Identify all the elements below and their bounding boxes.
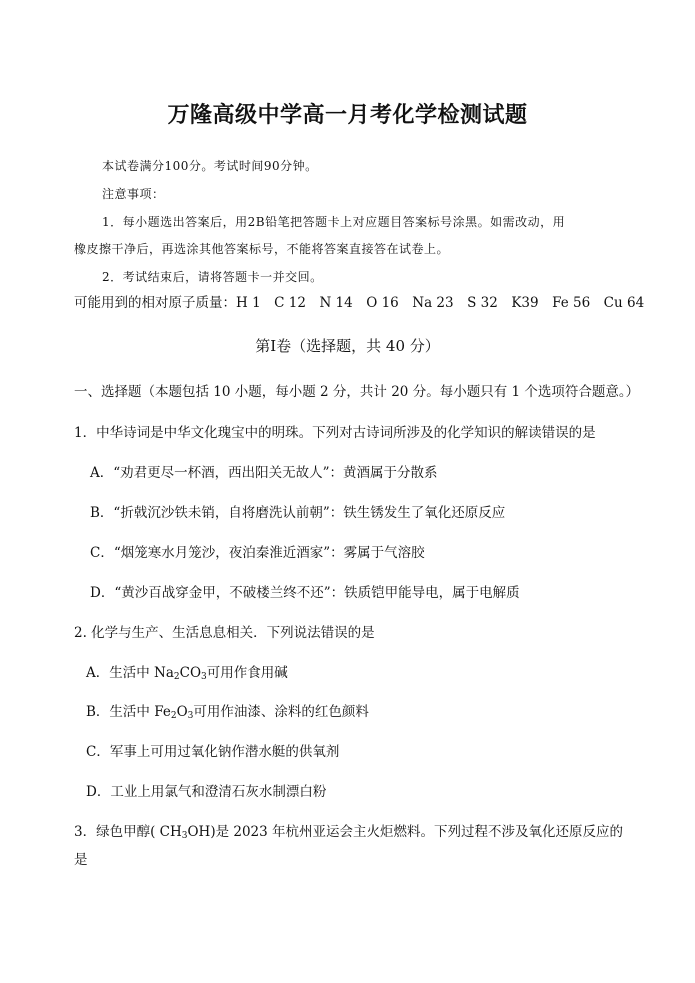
- notice-item-1-line-2: 橡皮擦干净后，再选涂其他答案标号，不能将答案直接答在试卷上。: [74, 242, 450, 256]
- question-2-option-b: [86, 700, 369, 721]
- question-2-option-a-prefix: A．生活中 Na: [86, 665, 174, 681]
- question-2-stem: 2. 化学与生产、生活息息相关．下列说法错误的是: [74, 625, 375, 641]
- question-2-option-a-mid: CO: [179, 665, 202, 681]
- notice-item-1-line-1: 1．每小题选出答案后，用2B铅笔把答题卡上对应题目答案标号涂黑。如需改动，用: [102, 215, 566, 229]
- question-1-option-d: D．“黄沙百战穿金甲，不破楼兰终不还”：铁质铠甲能导电，属于电解质: [90, 585, 520, 601]
- question-2-option-a-sub-2: 3: [201, 672, 207, 682]
- question-3-stem-line-2: 是: [74, 852, 88, 868]
- notice-heading: 注意事项：: [102, 187, 165, 201]
- section-instructions: 一、选择题（本题包括 10 小题，每小题 2 分，共计 20 分。每小题只有 1 个选项符合题意。）: [74, 384, 640, 400]
- question-2-option-c: C．军事上可用过氧化钠作潜水艇的供氧剂: [86, 744, 340, 760]
- question-3-stem-suffix: OH)是 2023 年杭州亚运会主火炬燃料。下列过程不涉及氧化还原反应的: [187, 824, 624, 840]
- question-1-option-c: C．“烟笼寒水月笼沙，夜泊秦淮近酒家”：雾属于气溶胶: [90, 545, 425, 561]
- question-2-option-a-suffix: 可用作食用碱: [206, 665, 288, 681]
- question-2-option-a-sub-1: 2: [173, 672, 180, 682]
- question-2-option-b-prefix: B．生活中 Fe: [86, 704, 171, 720]
- question-3-stem-sub: 3: [181, 831, 188, 841]
- question-3-stem: [74, 820, 623, 841]
- question-2-option-b-suffix: 可用作油漆、涂料的红色颜料: [193, 704, 369, 720]
- question-2-option-b-sub-2: 3: [187, 711, 194, 721]
- atomic-masses: 可能用到的相对原子质量：H 1 C 12 N 14 O 16 Na 23 S 32 K39 Fe 56 Cu 64: [74, 295, 645, 311]
- question-2-option-a: [86, 661, 288, 682]
- question-1-option-a: A．“劝君更尽一杯酒，西出阳关无故人”：黄酒属于分散系: [90, 465, 438, 481]
- question-1-stem: 1．中华诗词是中华文化瑰宝中的明珠。下列对古诗词所涉及的化学知识的解读错误的是: [74, 425, 596, 441]
- question-1-option-b: B．“折戟沉沙铁未销，自将磨洗认前朝”：铁生锈发生了氧化还原反应: [90, 505, 506, 521]
- question-2-option-b-sub-1: 2: [170, 711, 177, 721]
- question-3-stem-prefix: 3．绿色甲醇( CH: [74, 824, 182, 840]
- question-2-option-b-mid: O: [176, 704, 188, 720]
- exam-info: 本试卷满分100分。考试时间90分钟。: [102, 159, 318, 173]
- question-2-option-d: D．工业上用氯气和澄清石灰水制漂白粉: [86, 784, 327, 800]
- notice-item-2: 2．考试结束后，请将答题卡一并交回。: [102, 270, 323, 284]
- page-title: 万隆高级中学高一月考化学检测试题: [167, 102, 528, 128]
- section-title: 第Ⅰ卷（选择题，共 40 分）: [255, 337, 440, 355]
